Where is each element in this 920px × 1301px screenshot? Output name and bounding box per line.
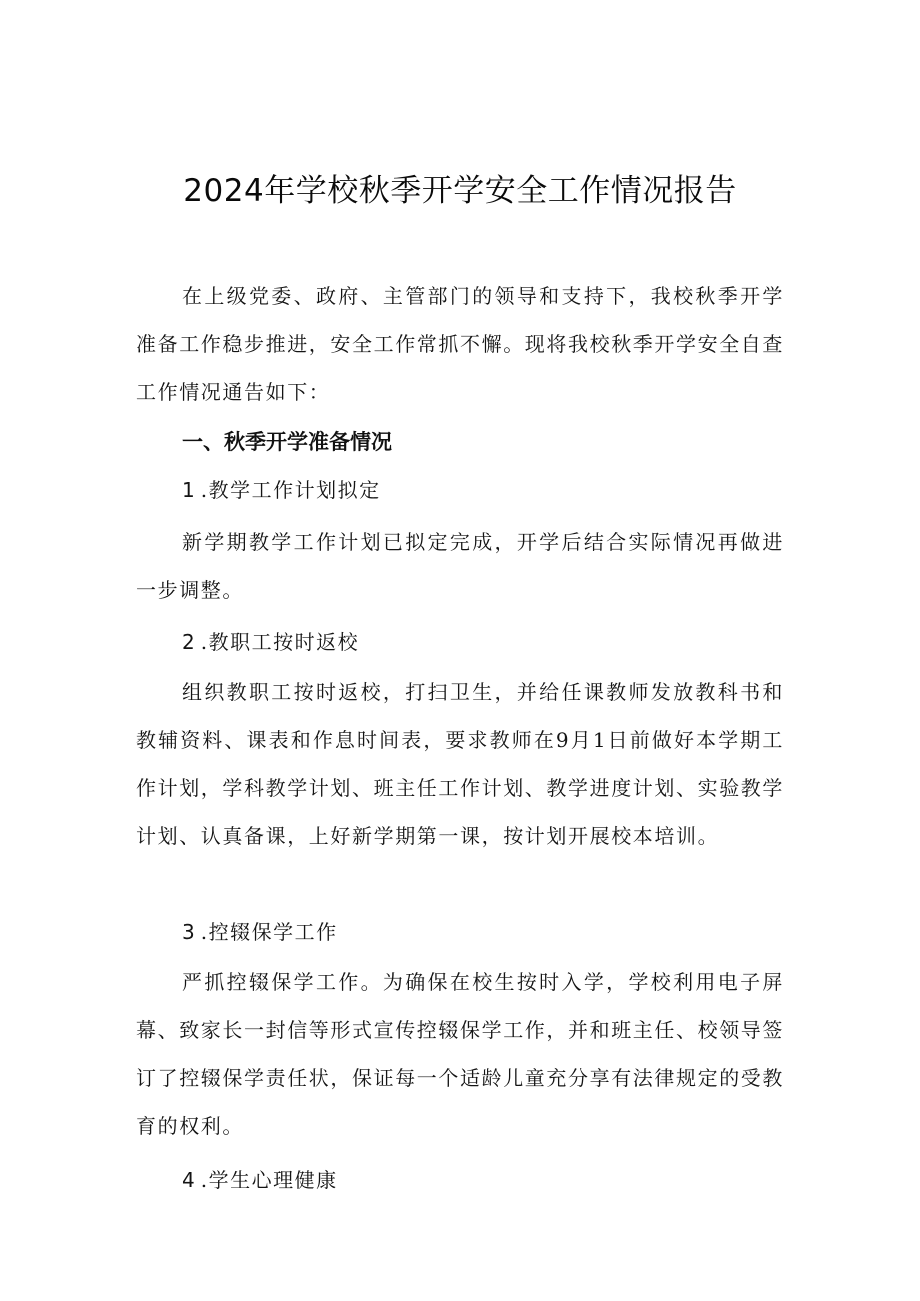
item-2-title: .教职工按时返校 (200, 630, 360, 654)
item-4-heading (182, 1160, 338, 1200)
document-title: 2024年学校秋季开学安全工作情况报告 (183, 173, 737, 209)
item-3-paragraph: 严抓控辍保学工作。为确保在校生按时入学，学校利用电子屏幕、致家长一封信等形式宣传控辍保学工作，并和班主任、校领导签订了控辍保学责任状，保证每一个适龄儿童充分享有法律规定的受教育的权利。 (136, 970, 784, 1138)
item-1-heading (182, 470, 381, 510)
item-4-number: 4 (182, 1168, 195, 1192)
item-1-paragraph: 新学期教学工作计划已拟定完成，开学后结合实际情况再做进一步调整。 (136, 530, 784, 602)
item-3-heading (182, 912, 338, 952)
item-2-paragraph: 组织教职工按时返校，打扫卫生，并给任课教师发放教科书和教辅资料、课表和作息时间表，要求教师在9月1日前做好本学期工作计划，学科教学计划、班主任工作计划、教学进度计划、实验教学计划、认真备课，上好新学期第一课，按计划开展校本培训。 (136, 680, 784, 848)
item-3-number: 3 (182, 920, 195, 944)
section-heading: 一、秋季开学准备情况 (182, 430, 392, 454)
item-2-number: 2 (182, 630, 195, 654)
item-3-title: .控辍保学工作 (200, 920, 338, 944)
item-4-title: .学生心理健康 (200, 1168, 338, 1192)
item-2-heading (182, 622, 359, 662)
item-1-title: .教学工作计划拟定 (200, 478, 381, 502)
intro-paragraph: 在上级党委、政府、主管部门的领导和支持下，我校秋季开学准备工作稳步推进，安全工作常抓不懈。现将我校秋季开学安全自查工作情况通告如下： (136, 284, 784, 404)
item-1-number: 1 (182, 478, 195, 502)
